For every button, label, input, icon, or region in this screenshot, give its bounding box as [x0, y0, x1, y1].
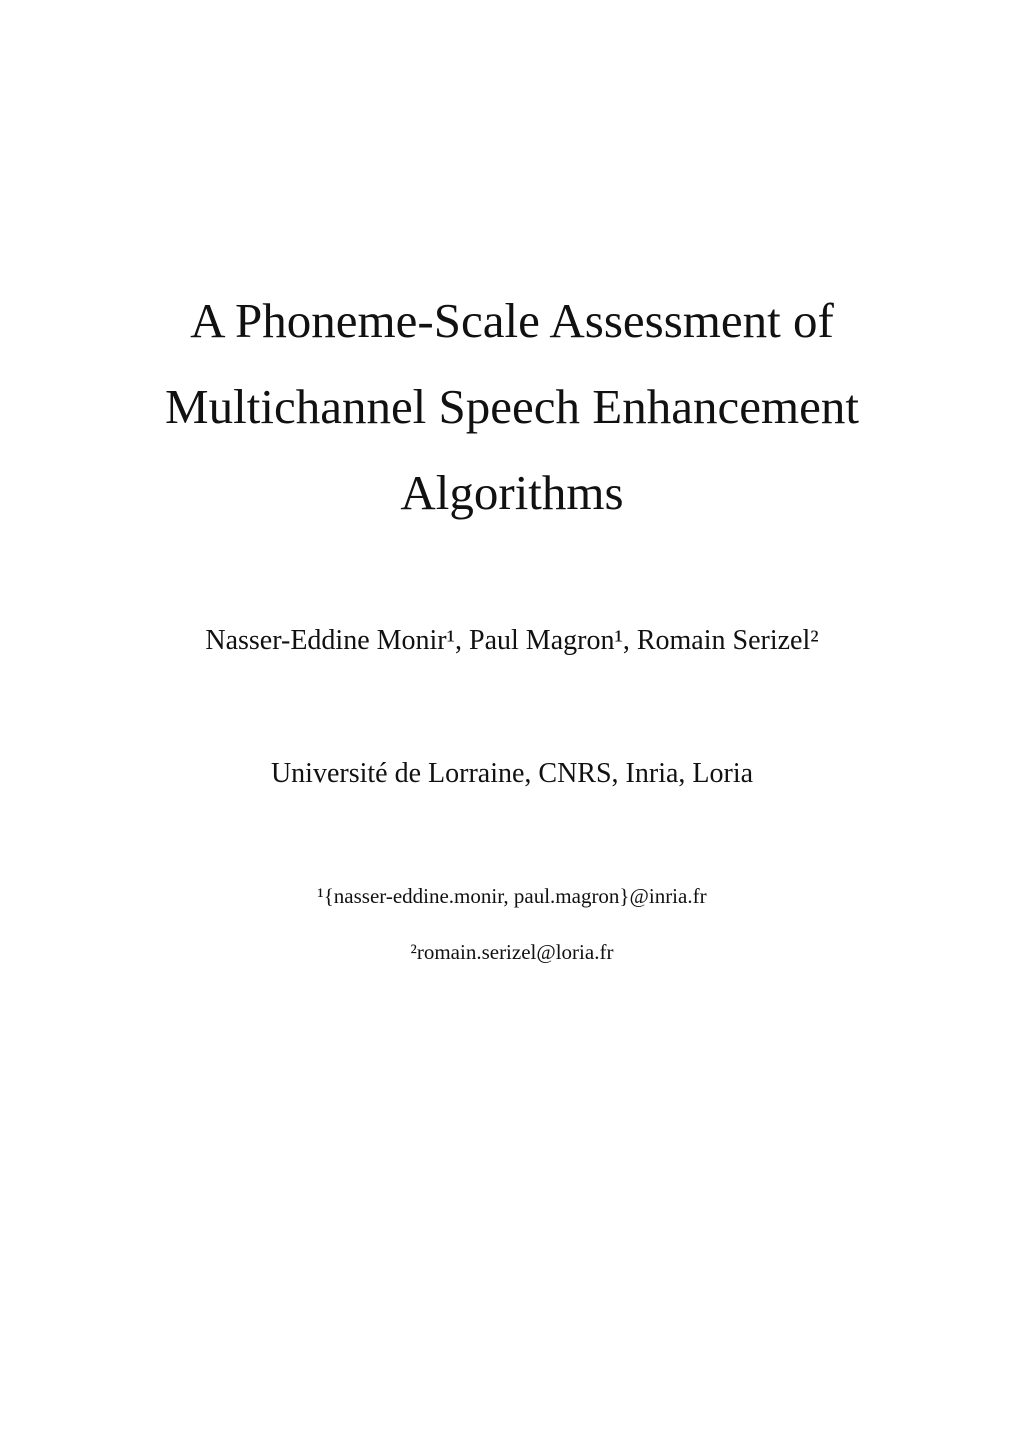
affiliation: Université de Lorraine, CNRS, Inria, Loria	[270, 758, 754, 789]
author-list: Nasser-Eddine Monir¹, Paul Magron¹, Romain Serizel²	[205, 625, 819, 656]
email-line-2: ²romain.serizel@loria.fr	[410, 940, 614, 964]
email-line-1: ¹{nasser-eddine.monir, paul.magron}@inria.fr	[317, 884, 707, 908]
title-line-1: A Phoneme-Scale Assessment of	[190, 293, 834, 348]
paper-title	[0, 278, 1024, 536]
title-line-2: Multichannel Speech Enhancement	[165, 379, 859, 434]
title-line-3: Algorithms	[400, 465, 624, 520]
